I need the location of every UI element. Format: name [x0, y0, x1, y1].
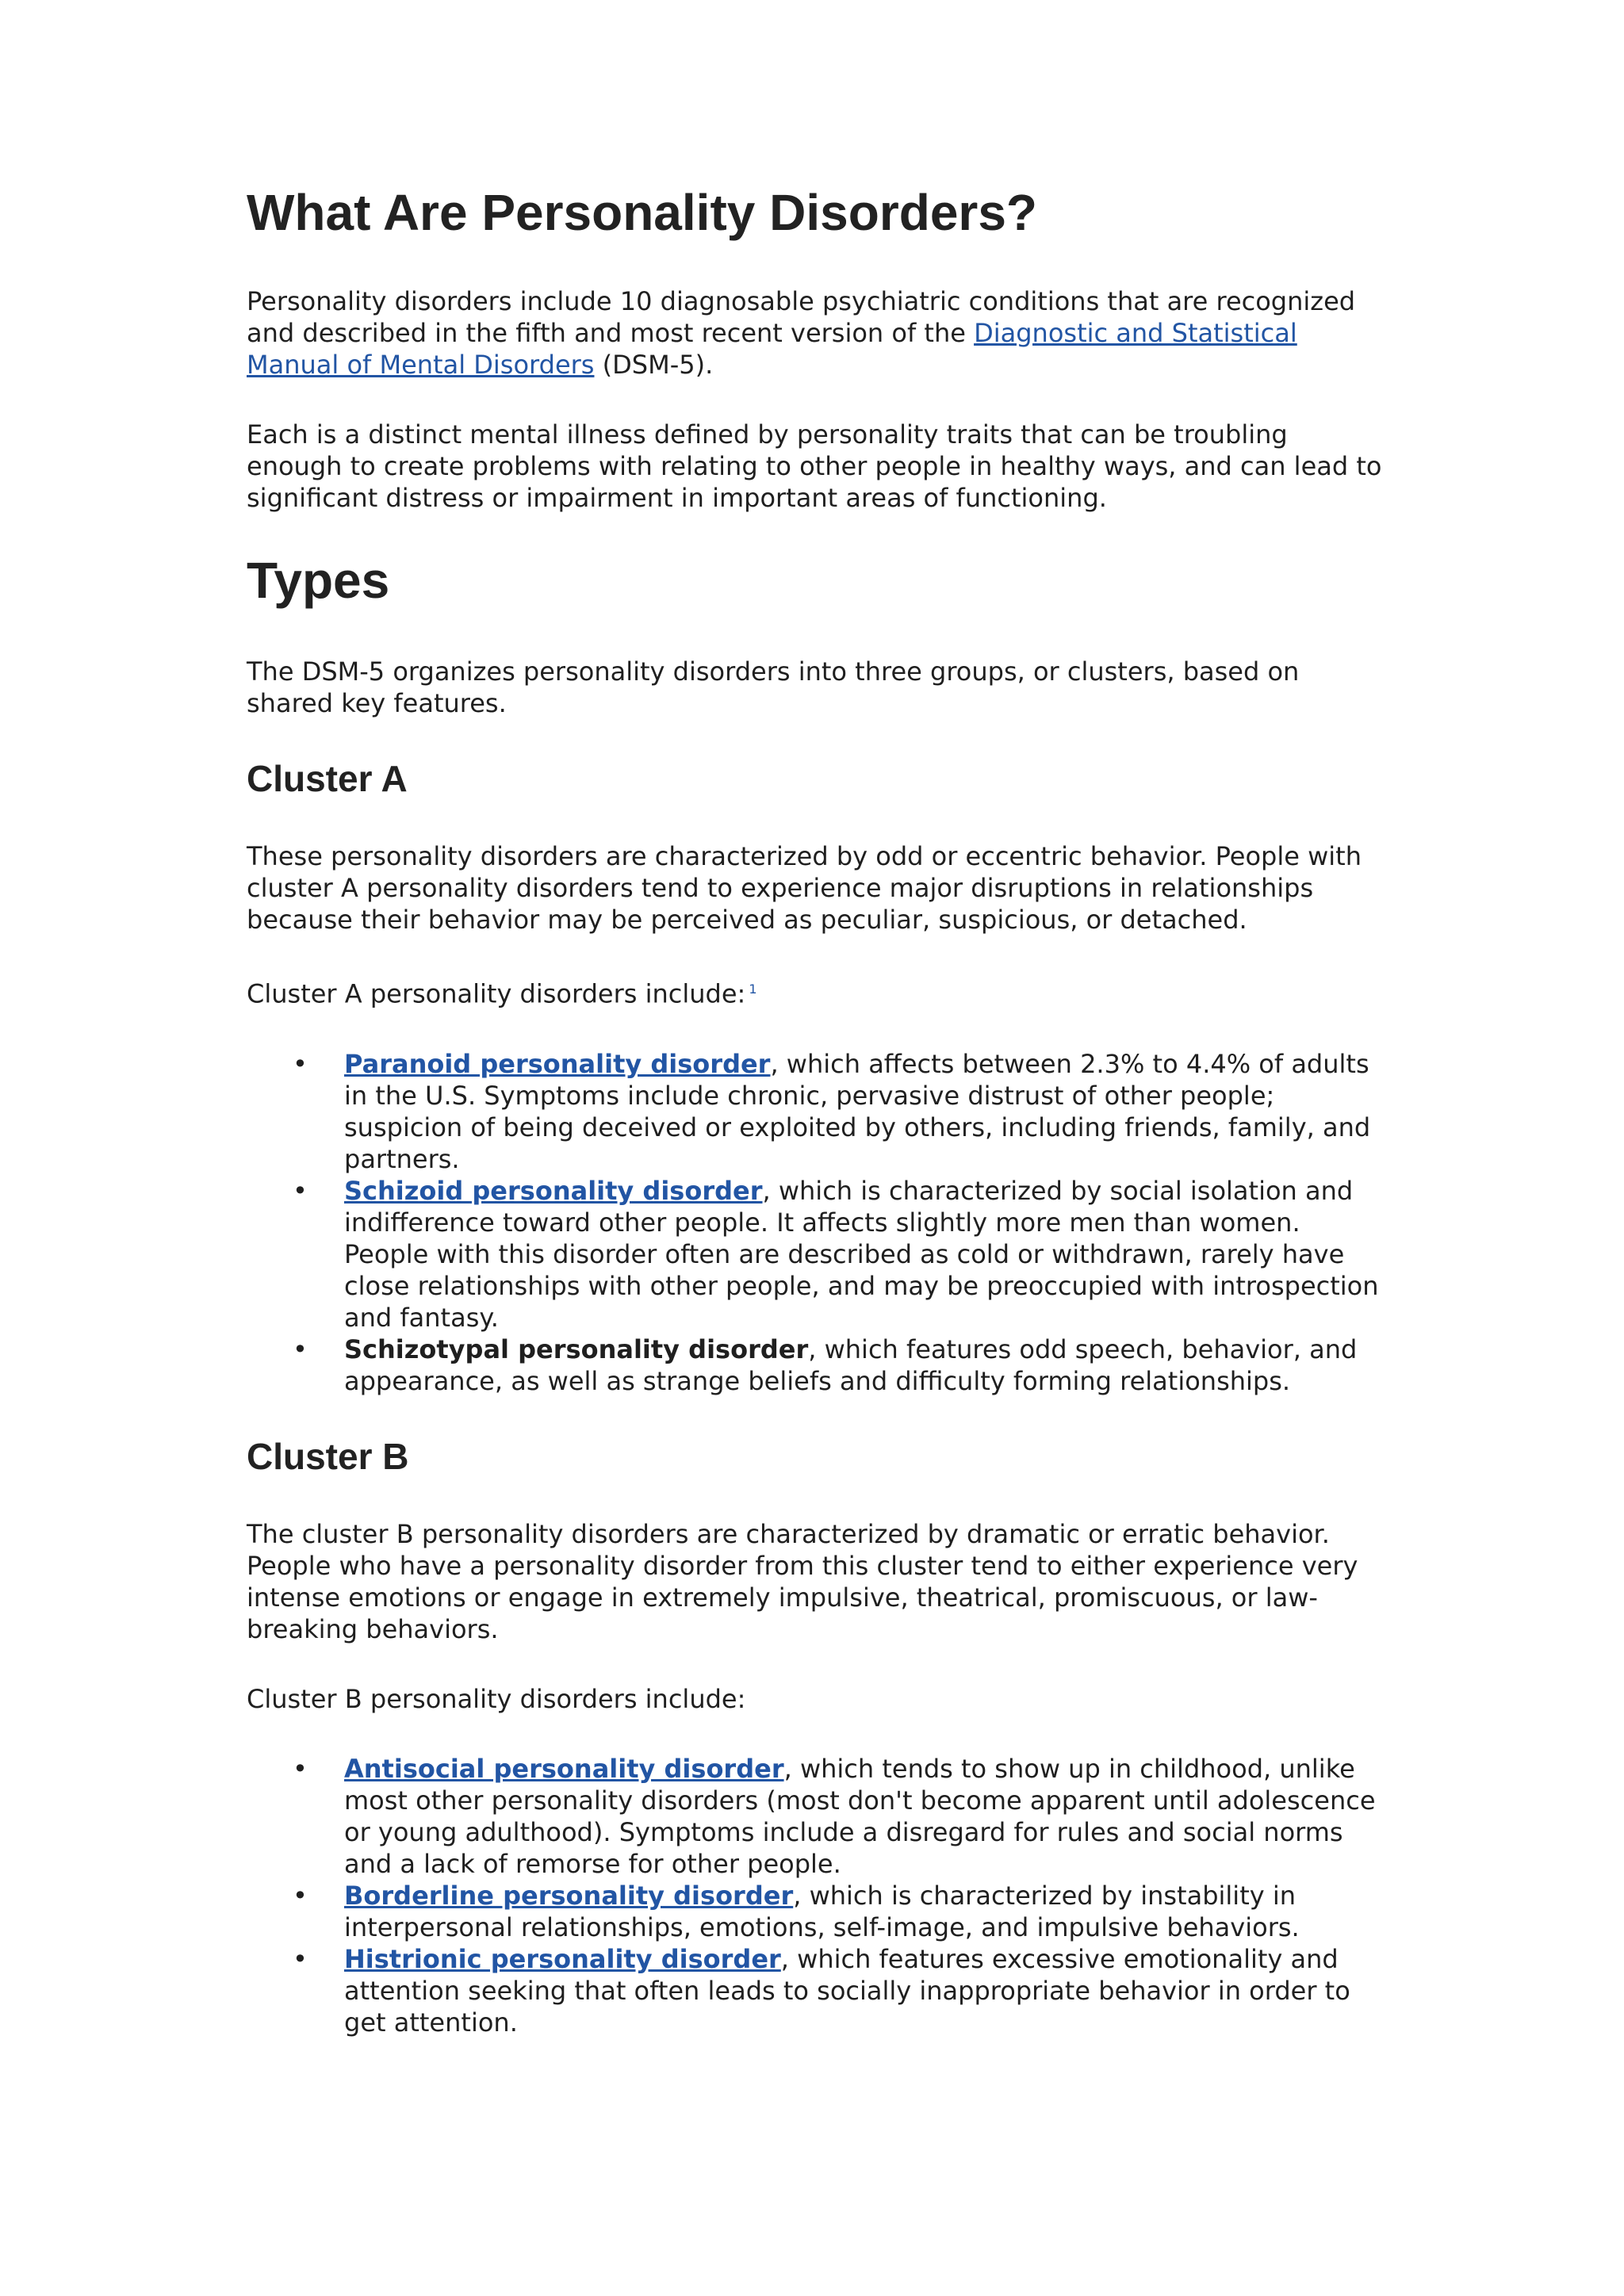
cluster-a-list — [247, 1048, 1388, 1397]
antisocial-disorder-link[interactable]: Antisocial personality disorder — [344, 1754, 784, 1785]
list-item — [247, 1753, 1388, 1880]
bullet-icon: • — [293, 1334, 308, 1365]
schizotypal-disorder-term: Schizotypal personality disorder — [344, 1334, 809, 1365]
dsm-link[interactable]: Diagnostic and Statistical Manual of Mental Disorders — [247, 317, 1297, 380]
list-item-text: , which features excessive emotionality and attention seeking that often leads to socially inappropriate behavior in order to get attention. — [344, 1944, 1350, 2038]
histrionic-disorder-link[interactable]: Histrionic personality disorder — [344, 1944, 781, 1975]
cluster-b-heading: Cluster B — [247, 1436, 409, 1478]
list-item-text: , which tends to show up in childhood, unlike most other personality disorders (most don't become apparent until adolescence or young adulthood). Symptoms include a disregard for rules and social norms and a lack of remorse for other people. — [344, 1754, 1376, 1880]
types-heading: Types — [247, 551, 390, 609]
cluster-b-description: The cluster B personality disorders are characterized by dramatic or erratic behavior. People who have a personality disorder from this cluster tend to either experience very intense emotions or engage in extremely impulsive, theatrical, promiscuous, or law-breaking behaviors. — [247, 1519, 1358, 1645]
document-page — [247, 184, 1388, 2076]
intro-paragraph-2: Each is a distinct mental illness defined by personality traits that can be troubling enough to create problems with relating to other people in healthy ways, and can lead to significant distress or impairment in important areas of functioning. — [247, 419, 1382, 513]
list-item-text: , which features odd speech, behavior, and appearance, as well as strange beliefs and difficulty forming relationships. — [344, 1334, 1358, 1397]
cluster-a-heading: Cluster A — [247, 758, 408, 800]
schizoid-disorder-link[interactable]: Schizoid personality disorder — [344, 1176, 763, 1207]
footnote-reference[interactable]: 1 — [749, 982, 757, 997]
page-title: What Are Personality Disorders? — [247, 184, 1037, 241]
types-intro-paragraph: The DSM-5 organizes personality disorders into three groups, or clusters, based on shared key features. — [247, 656, 1300, 719]
bullet-icon: • — [293, 1754, 308, 1785]
bullet-icon: • — [293, 1881, 308, 1911]
bullet-icon: • — [293, 1176, 308, 1207]
cluster-b-list — [247, 1753, 1388, 2038]
cluster-a-list-intro-text: Cluster A personality disorders include: — [247, 979, 746, 1010]
intro-text-before-link: Personality disorders include 10 diagnosable psychiatric conditions that are recognized and described in the fifth and most recent version of the — [247, 285, 1356, 348]
cluster-a-description: These personality disorders are characterized by odd or eccentric behavior. People with cluster A personality disorders tend to experience major disruptions in relationships because their behavior may be perceived as peculiar, suspicious, or detached. — [247, 841, 1362, 936]
borderline-disorder-link[interactable]: Borderline personality disorder — [344, 1881, 794, 1911]
list-item-text: , which is characterized by social isolation and indifference toward other people. It affects slightly more men than women. People with this disorder often are described as cold or withdrawn, rarely have close relationships with other people, and may be preoccupied with introspection and fantasy. — [344, 1176, 1379, 1334]
list-item-text: , which is characterized by instability in interpersonal relationships, emotions, self-image, and impulsive behaviors. — [344, 1881, 1300, 1943]
list-item — [247, 1943, 1388, 2038]
list-item — [247, 1175, 1388, 1334]
list-item — [247, 1334, 1388, 1397]
cluster-a-list-intro — [247, 974, 1388, 1010]
paranoid-disorder-link[interactable]: Paranoid personality disorder — [344, 1049, 771, 1080]
bullet-icon: • — [293, 1944, 308, 1975]
cluster-b-list-intro: Cluster B personality disorders include: — [247, 1684, 746, 1715]
intro-text-after-link: (DSM-5). — [594, 349, 714, 380]
list-item — [247, 1880, 1388, 1943]
list-item-text: , which affects between 2.3% to 4.4% of adults in the U.S. Symptoms include chronic, pervasive distrust of other people; suspicion of being deceived or exploited by others, including friends, family, and partners. — [344, 1049, 1371, 1175]
intro-paragraph-1 — [247, 285, 1388, 381]
bullet-icon: • — [293, 1049, 308, 1080]
list-item — [247, 1048, 1388, 1175]
